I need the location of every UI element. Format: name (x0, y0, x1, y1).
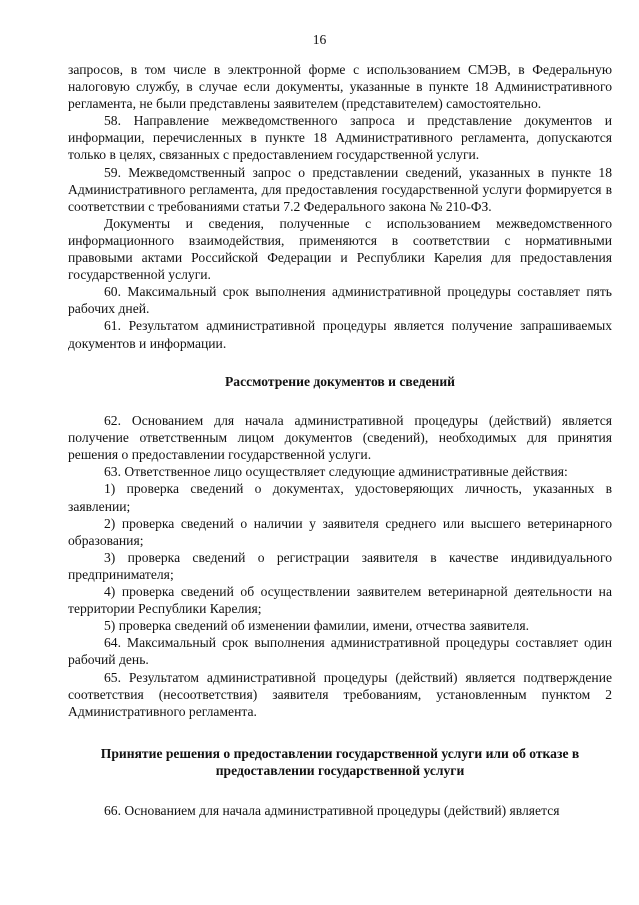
page-number: 16 (312, 32, 327, 47)
section-intro (68, 61, 612, 352)
paragraph: 4) проверка сведений об осуществлении заявителем ветеринарной деятельности на территории Республики Карелия; (68, 584, 612, 617)
paragraph: 62. Основанием для начала административной процедуры (действий) является получение ответственным лицом документов (сведений), необходимых для принятия решения о предоставлении государственной услуги. (68, 413, 612, 463)
section-review (68, 412, 612, 720)
section-decision (68, 802, 612, 819)
section-heading-decision: Принятие решения о предоставлении государственной услуги или об отказе в предоставлении государственной услуги (100, 745, 580, 779)
paragraph: 65. Результатом административной процедуры (действий) является подтверждение соответствия (несоответствия) заявителя требованиям, установленным пунктом 2 Административного регламента. (68, 669, 612, 719)
paragraph: 5) проверка сведений об изменении фамилии, имени, отчества заявителя. (104, 618, 529, 634)
paragraph: 61. Результатом административной процедуры является получение запрашиваемых документов и информации. (68, 318, 612, 351)
paragraph: 63. Ответственное лицо осуществляет следующие административные действия: (104, 464, 568, 480)
paragraph: 1) проверка сведений о документах, удостоверяющих личность, указанных в заявлении; (68, 481, 612, 514)
section-heading-review: Рассмотрение документов и сведений (224, 373, 456, 389)
paragraph: 58. Направление межведомственного запроса и представление документов и информации, перечисленных в пункте 18 Административного регламента, допускаются только в целях, связанных с предоставлением государственной услуги. (68, 113, 612, 163)
document-body (68, 61, 612, 819)
paragraph: 64. Максимальный срок выполнения административной процедуры составляет один рабочий день. (68, 635, 612, 668)
paragraph: Документы и сведения, полученные с использованием межведомственного информационного взаимодействия, применяются в соответствии с нормативными правовыми актами Российской Федерации и Республики Карелия для предоставления государственной услуги. (68, 215, 612, 283)
paragraph: 59. Межведомственный запрос о представлении сведений, указанных в пункте 18 Административного регламента, для предоставления государственной услуги формируется в соответствии с требованиями статьи 7.2 Федерального закона № 210-ФЗ. (68, 164, 612, 214)
paragraph: 60. Максимальный срок выполнения административной процедуры составляет пять рабочих дней. (68, 284, 612, 317)
paragraph: запросов, в том числе в электронной форме с использованием СМЭВ, в Федеральную налоговую службу, в случае если документы, указанные в пункте 18 Административного регламента, не были представлены заявителем (представителем) самостоятельно. (68, 62, 612, 112)
paragraph: 2) проверка сведений о наличии у заявителя среднего или высшего ветеринарного образования; (68, 515, 612, 548)
paragraph: 66. Основанием для начала административной процедуры (действий) является (104, 802, 560, 818)
paragraph: 3) проверка сведений о регистрации заявителя в качестве индивидуального предпринимателя; (68, 549, 612, 582)
